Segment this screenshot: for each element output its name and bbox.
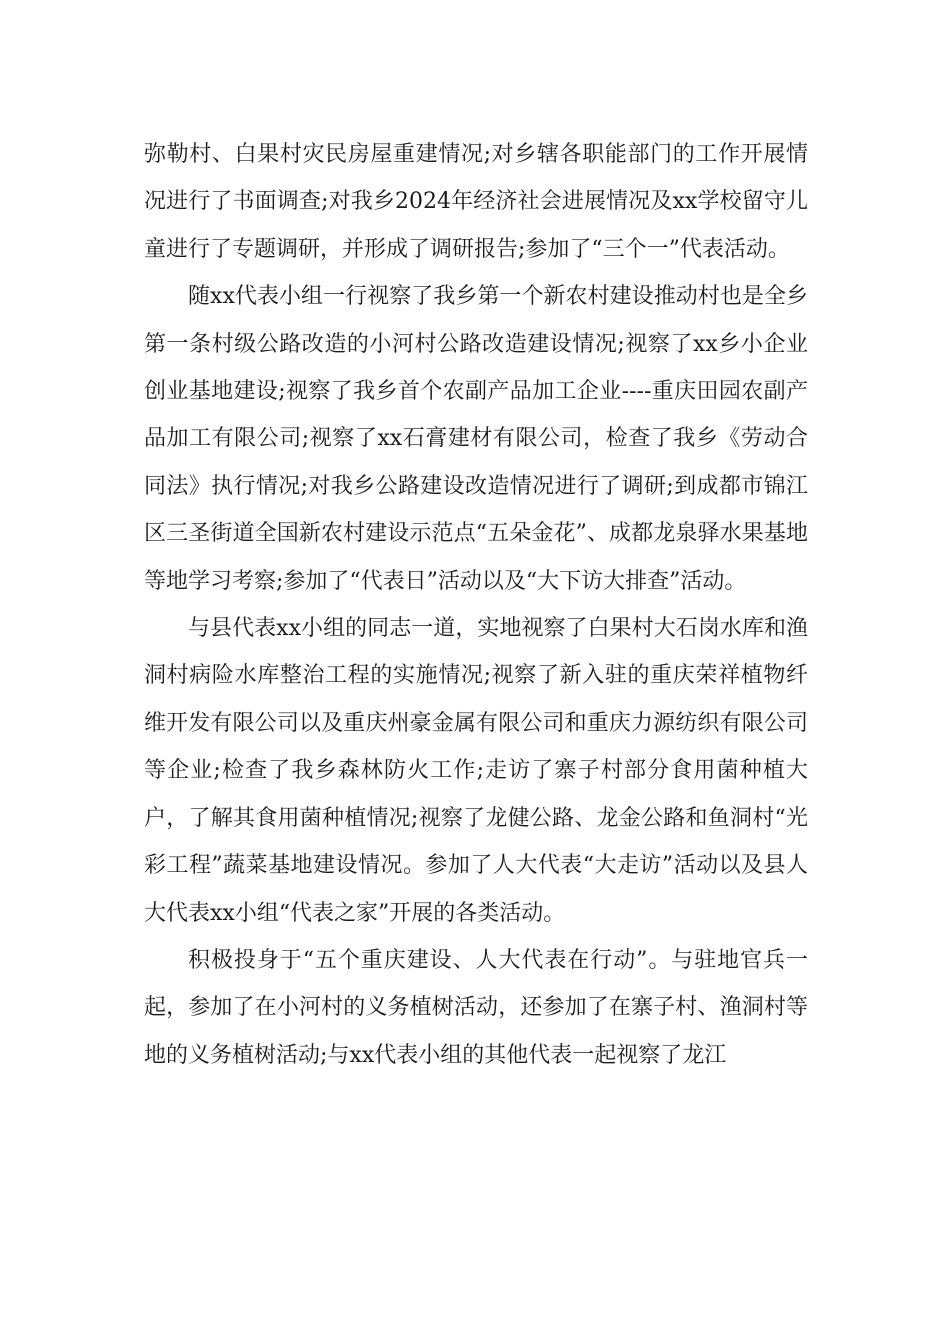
document-body [144,131,808,1079]
paragraph-4: 积极投身于“五个重庆建设、人大代表在行动”。与驻地官兵一起，参加了在小河村的义务植树活动，还参加了在寨子村、渔洞村等地的义务植树活动;与xx代表小组的其他代表一起视察了龙江 [144,947,808,1068]
paragraph-2: 随xx代表小组一行视察了我乡第一个新农村建设推动村也是全乡第一条村级公路改造的小河村公路改造建设情况;视察了xx乡小企业创业基地建设;视察了我乡首个农副产品加工企业----重庆田园农副产品加工有限公司;视察了xx石膏建材有限公司，检查了我乡《劳动合同法》执行情况;对我乡公路建设改造情况进行了调研;到成都市锦江区三圣街道全国新农村建设示范点“五朵金花”、成都龙泉驿水果基地等地学习考察;参加了“代表日”活动以及“大下访大排查”活动。 [144,284,808,594]
paragraph-1: 弥勒村、白果村灾民房屋重建情况;对乡辖各职能部门的工作开展情况进行了书面调查;对我乡2024年经济社会进展情况及xx学校留守儿童进行了专题调研，并形成了调研报告;参加了“三个一”代表活动。 [144,142,808,262]
paragraph-3: 与县代表xx小组的同志一道，实地视察了白果村大石岗水库和渔洞村病险水库整治工程的实施情况;视察了新入驻的重庆荣祥植物纤维开发有限公司以及重庆州豪金属有限公司和重庆力源纺织有限公司等企业;检查了我乡森林防火工作;走访了寨子村部分食用菌种植大户，了解其食用菌种植情况;视察了龙健公路、龙金公路和鱼洞村“光彩工程”蔬菜基地建设情况。参加了人大代表“大走访”活动以及县人大代表xx小组“代表之家”开展的各类活动。 [144,616,808,926]
